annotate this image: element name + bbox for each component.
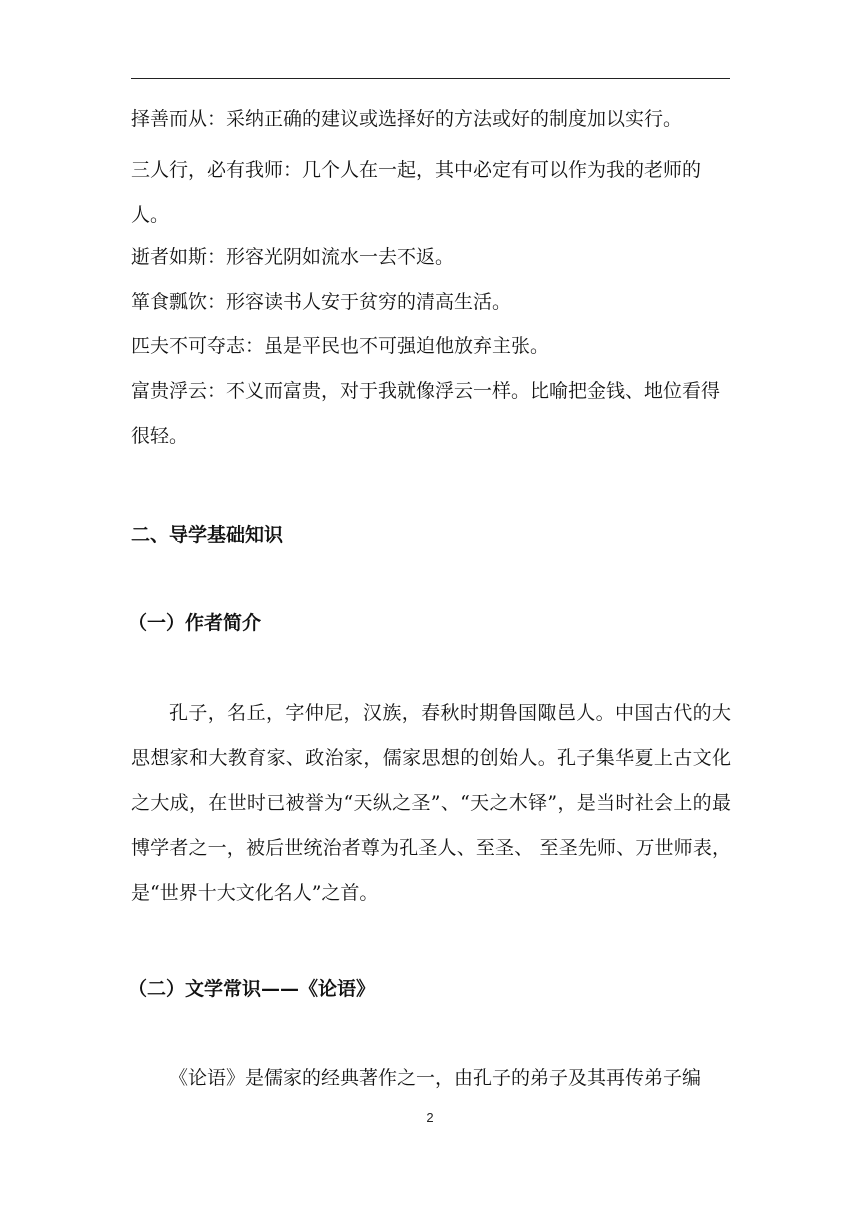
section-heading: 二、导学基础知识 [131,524,284,546]
definition-item: 择善而从：采纳正确的建议或选择好的方法或好的制度加以实行。 [131,108,683,130]
definition-item: 富贵浮云：不义而富贵，对于我就像浮云一样。比喻把金钱、地位看得很轻。 [131,380,721,447]
definition-item: 箪食瓢饮：形容读书人安于贫穷的清高生活。 [131,291,512,313]
definition-item: 逝者如斯：形容光阴如流水一去不返。 [131,246,455,268]
page-number: 2 [426,1110,434,1125]
definition-item: 匹夫不可夺志：虽是平民也不可强迫他放弃主张。 [131,335,550,357]
literature-heading: （二）文学常识——《论语》 [128,978,376,1000]
definition-item: 三人行，必有我师：几个人在一起，其中必定有可以作为我的老师的人。 [131,159,702,226]
literature-paragraph: 《论语》是儒家的经典著作之一，由孔子的弟子及其再传弟子编 [169,1067,702,1089]
author-paragraph: 孔子，名丘，字仲尼，汉族，春秋时期鲁国陬邑人。中国古代的大思想家和大教育家、政治家，儒家思想的创始人。孔子集华夏上古文化之大成，在世时已被誉为“天纵之圣”、“天之木铎”，是当时社会上的最博学者之一，被后世统治者尊为孔圣人、至圣、 至圣先师、万世师表，是“世界十大文化名人”之首。 [131,702,731,904]
author-heading: （一）作者简介 [128,612,262,634]
header-rule [131,78,730,79]
